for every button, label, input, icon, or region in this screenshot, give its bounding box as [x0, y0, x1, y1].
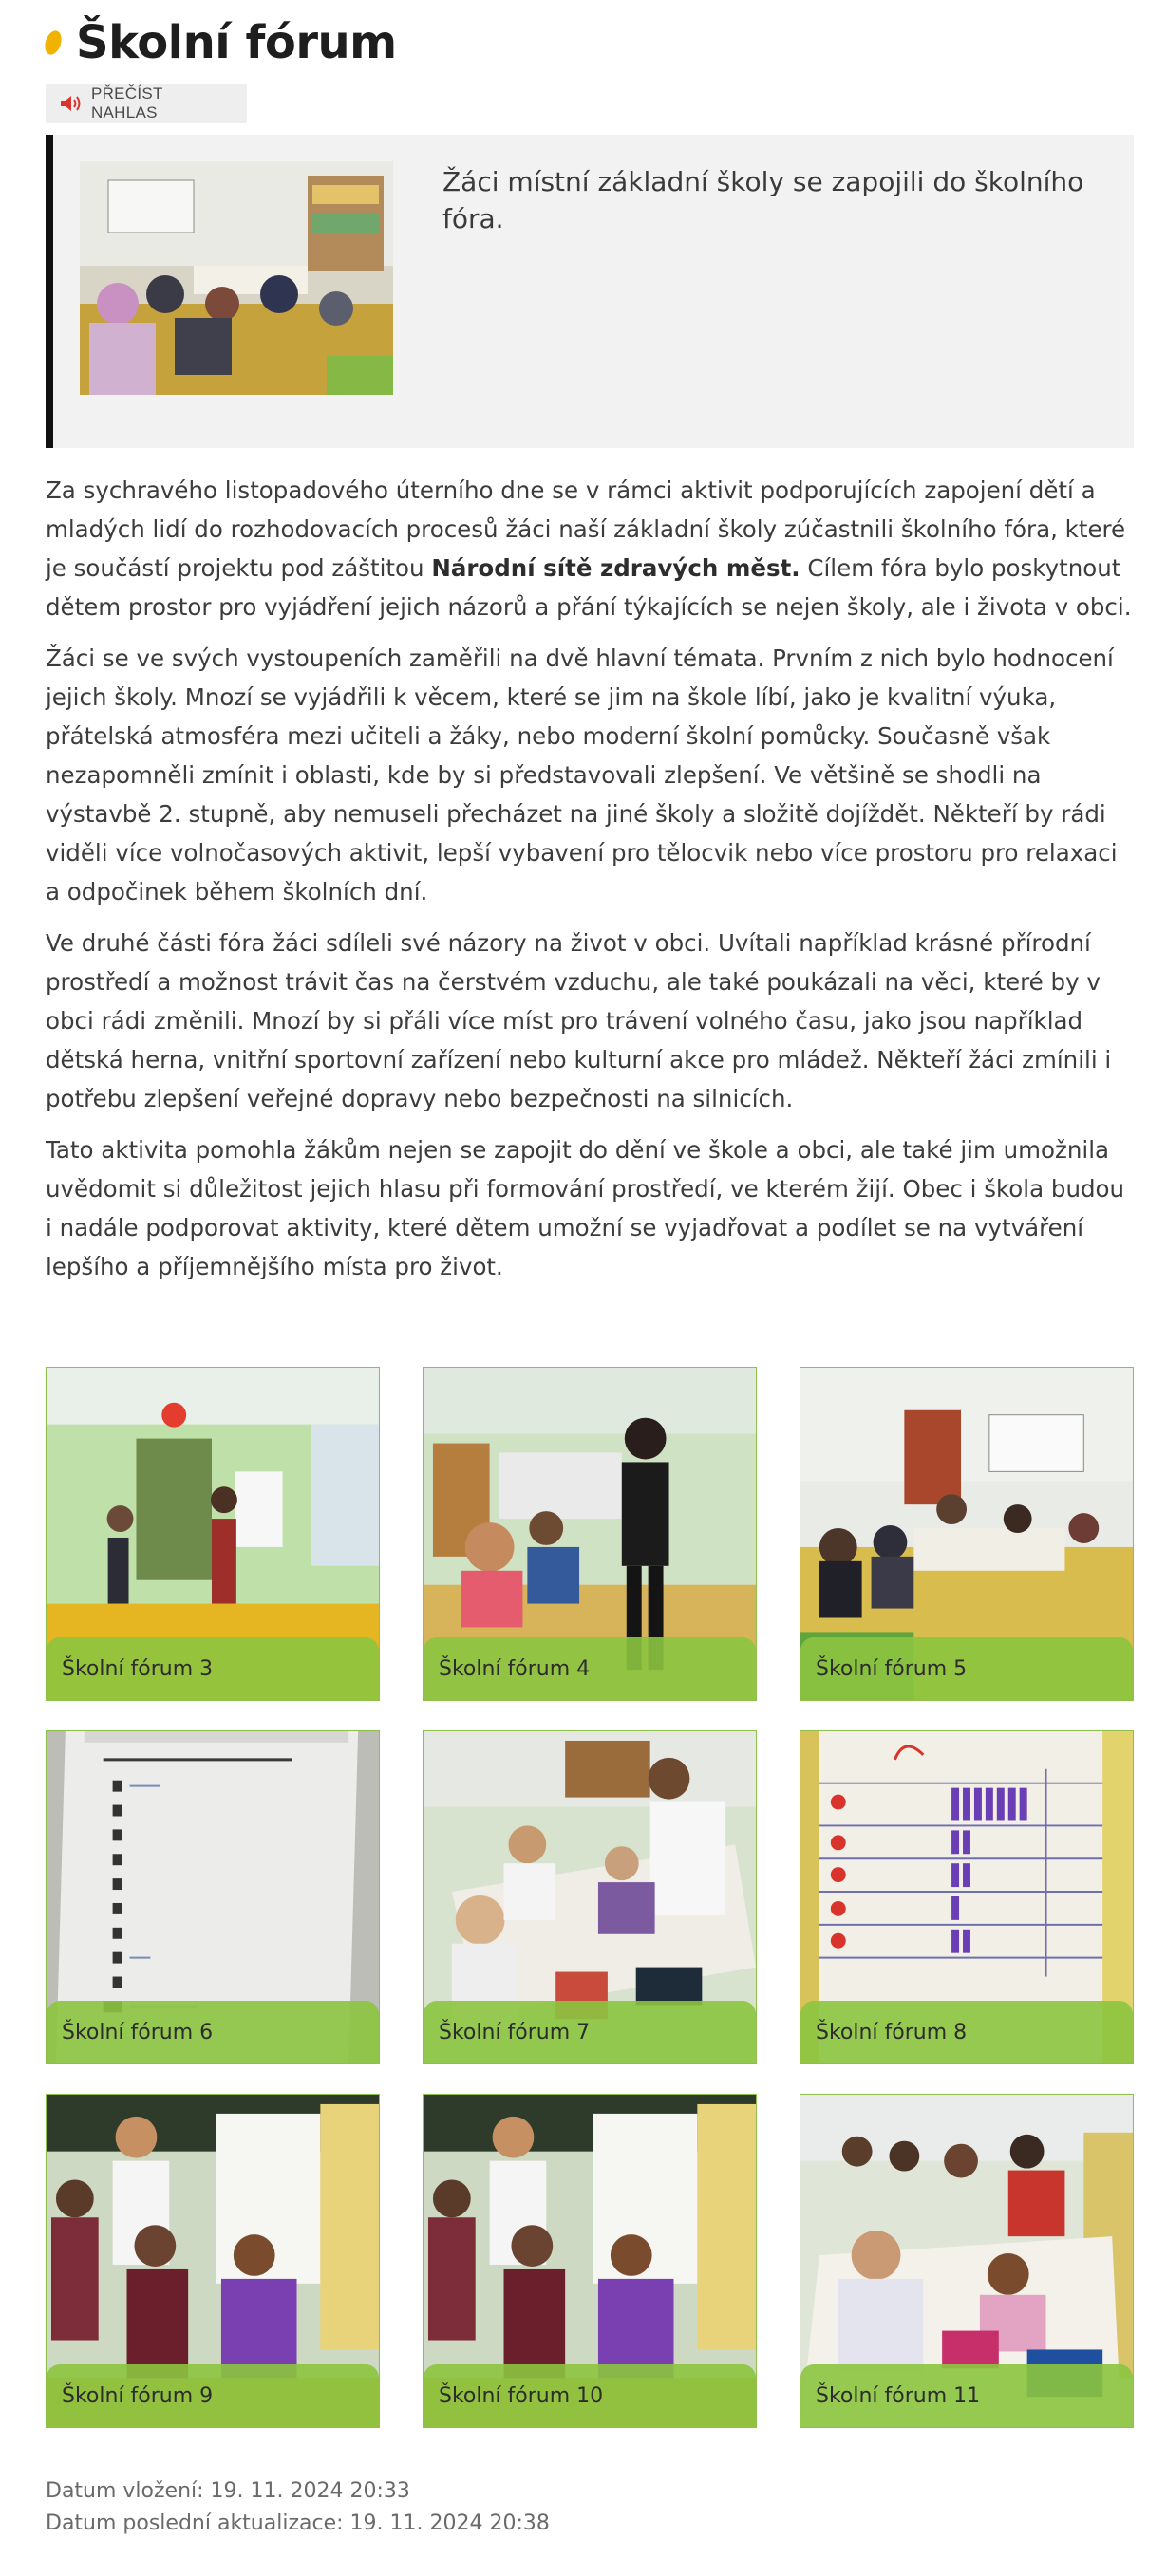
gallery-caption: Školní fórum 10	[424, 2364, 756, 2427]
gallery-caption: Školní fórum 5	[800, 1637, 1133, 1700]
gallery-caption: Školní fórum 4	[424, 1637, 756, 1700]
paragraph-text: Za sychravého listopadového úterního dne se v rámci aktivit podporujících zapojení dětí a mladých lidí do rozhodovacích procesů žáci naší základní školy zúčastnili školního fóra, které je součástí projektu pod záštitou	[46, 476, 1126, 582]
article-body	[46, 471, 1134, 1298]
gallery-item[interactable]	[46, 1730, 380, 2064]
gallery-item[interactable]	[800, 2094, 1134, 2428]
read-aloud-label: PŘEČÍST NAHLAS	[90, 84, 163, 121]
gallery-caption: Školní fórum 3	[47, 1637, 379, 1700]
gallery-item[interactable]	[46, 1367, 380, 1701]
article-paragraph-4: Tato aktivita pomohla žákům nejen se zapojit do dění ve škole a obci, ale také jim umožnila uvědomit si důležitost jejich hlasu při formování prostředí, ve kterém žijí. Obec i škola budou i nadále podporovat aktivity, které dětem umožní se vyjadřovat a podílet se na vytváření lepšího a příjemnějšího místa pro život.	[46, 1136, 1125, 1280]
gallery-item[interactable]	[423, 1367, 757, 1701]
article-paragraph-2: Žáci se ve svých vystoupeních zaměřili na dvě hlavní témata. Prvním z nich bylo hodnocení jejich školy. Mnozí se vyjádřili k věcem, které se jim na škole líbí, jako je kvalitní výuka, přátelská atmosféra mezi učiteli a žáky, nebo moderní školní pomůcky. Současně však nezapomněli zmínit i oblasti, kde by si představovali zlepšení. Ve většině se shodli na výstavbě 2. stupně, aby nemuseli přecházet na jiné školy a složitě dojíždět. Někteří by rádi viděli více volnočasových aktivit, lepší vybavení pro tělocvik nebo více prostoru pro relaxaci a odpočinek během školních dní.	[46, 644, 1118, 905]
page-title: Školní fórum	[76, 16, 397, 69]
gallery-caption: Školní fórum 6	[47, 2001, 379, 2063]
gallery-caption: Školní fórum 11	[800, 2364, 1133, 2427]
gallery-caption: Školní fórum 8	[800, 2001, 1133, 2063]
article-meta	[46, 2475, 550, 2540]
gallery-item[interactable]	[800, 1730, 1134, 2064]
title-row	[46, 13, 397, 72]
gallery-caption: Školní fórum 9	[47, 2364, 379, 2427]
article-paragraph-3: Ve druhé části fóra žáci sdíleli své názory na život v obci. Uvítali například krásné přírodní prostředí a možnost trávit čas na čerstvém vzduchu, ale také poukázali na věci, které by v obci rádi změnili. Mnozí by si přáli více míst pro trávení volného času, jako jsou například dětská herna, vnitřní sportovní zařízení nebo kulturní akce pro mládež. Někteří žáci zmínili i potřebu zlepšení veřejné dopravy nebo bezpečnosti na silnicích.	[46, 929, 1112, 1112]
gallery-item[interactable]	[423, 1730, 757, 2064]
read-aloud-button[interactable]	[46, 84, 247, 123]
gallery-item[interactable]	[423, 2094, 757, 2428]
updated-date: Datum poslední aktualizace: 19. 11. 2024 20:38	[46, 2511, 550, 2535]
paragraph-text: Cílem fóra bylo poskytnout dětem prostor pro vyjádření jejich názorů a přání týkajících se nejen školy, ale i života v obci.	[46, 554, 1132, 621]
perex-text: Žáci místní základní školy se zapojili do školního fóra.	[442, 166, 1084, 235]
network-link-text: Národní sítě zdravých měst.	[431, 554, 800, 582]
yellow-dot-icon	[42, 28, 64, 57]
gallery-caption: Školní fórum 7	[424, 2001, 756, 2063]
gallery-item[interactable]	[800, 1367, 1134, 1701]
perex-box	[46, 135, 1134, 448]
created-date: Datum vložení: 19. 11. 2024 20:33	[46, 2479, 410, 2503]
gallery-item[interactable]	[46, 2094, 380, 2428]
perex-image[interactable]	[80, 161, 393, 395]
speaker-icon	[59, 94, 84, 113]
article-paragraph-1	[46, 471, 1134, 626]
